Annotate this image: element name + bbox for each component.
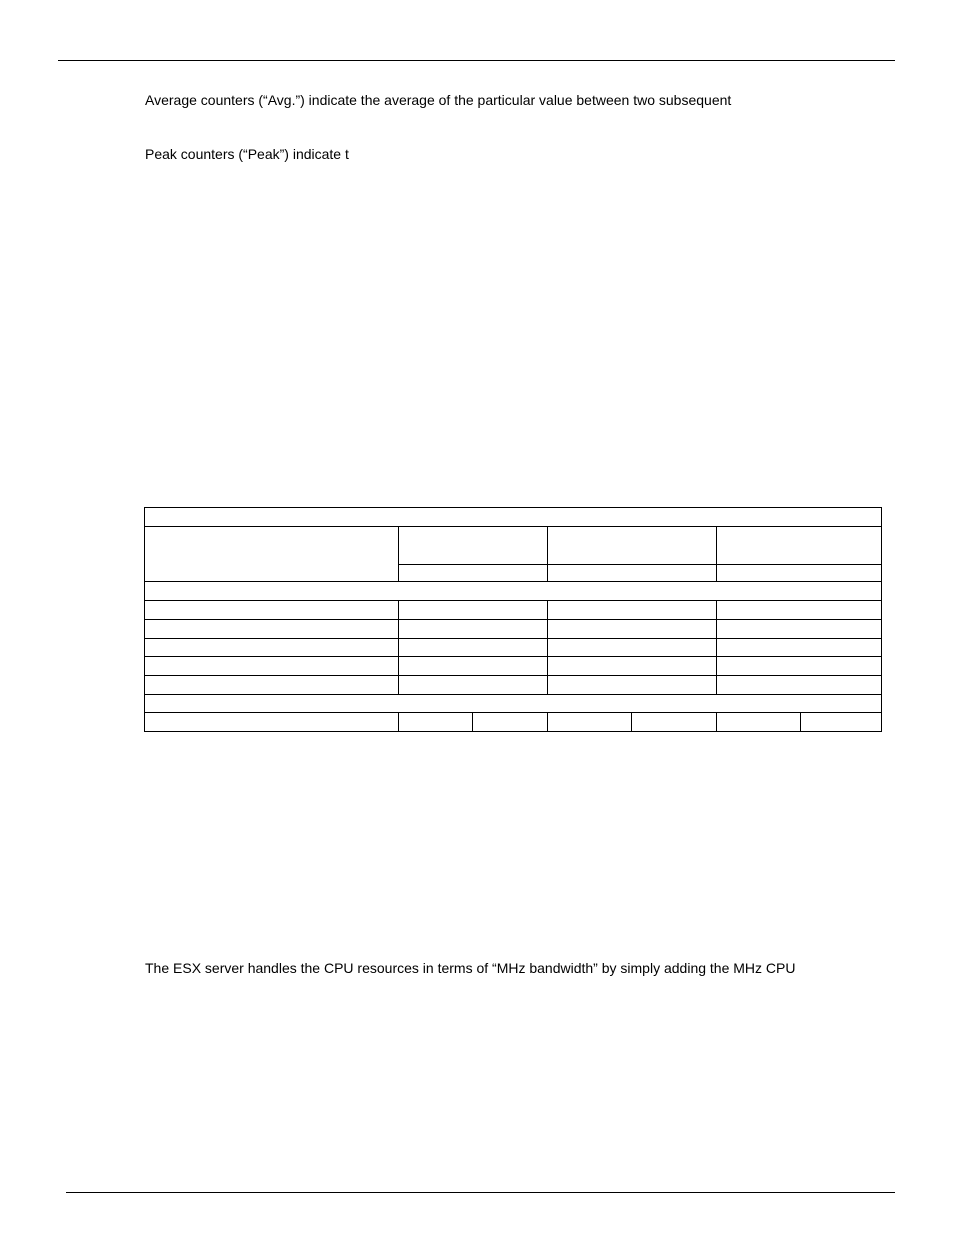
table-row-divider bbox=[144, 638, 882, 639]
paragraph-peak-counters: Peak counters (“Peak”) indicate t bbox=[145, 146, 349, 162]
table-border-top bbox=[144, 507, 882, 508]
table-column-divider bbox=[716, 526, 717, 581]
counters-table bbox=[144, 507, 882, 732]
table-row-divider bbox=[398, 564, 882, 565]
table-row-divider bbox=[144, 581, 882, 582]
footer-rule bbox=[66, 1192, 895, 1193]
table-column-divider bbox=[547, 712, 548, 731]
paragraph-average-counters: Average counters (“Avg.”) indicate the average of the particular value between two subsequent bbox=[145, 92, 732, 108]
table-row-divider bbox=[144, 656, 882, 657]
header-rule bbox=[58, 60, 895, 61]
table-column-divider bbox=[547, 600, 548, 694]
table-row-divider bbox=[144, 675, 882, 676]
paragraph-esx-cpu: The ESX server handles the CPU resources in terms of “MHz bandwidth” by simply adding the MHz CPU bbox=[145, 960, 796, 976]
table-row-divider bbox=[144, 600, 882, 601]
table-border-bottom bbox=[144, 731, 882, 732]
table-column-divider bbox=[716, 600, 717, 694]
table-row-divider bbox=[144, 526, 882, 527]
table-column-divider bbox=[547, 526, 548, 581]
table-column-divider bbox=[472, 712, 473, 731]
table-column-divider bbox=[398, 712, 399, 731]
table-row-divider bbox=[144, 619, 882, 620]
table-row-divider bbox=[144, 694, 882, 695]
table-column-divider bbox=[631, 712, 632, 731]
table-row-divider bbox=[144, 712, 882, 713]
table-column-divider bbox=[398, 526, 399, 581]
table-column-divider bbox=[800, 712, 801, 731]
table-column-divider bbox=[716, 712, 717, 731]
table-column-divider bbox=[398, 600, 399, 694]
